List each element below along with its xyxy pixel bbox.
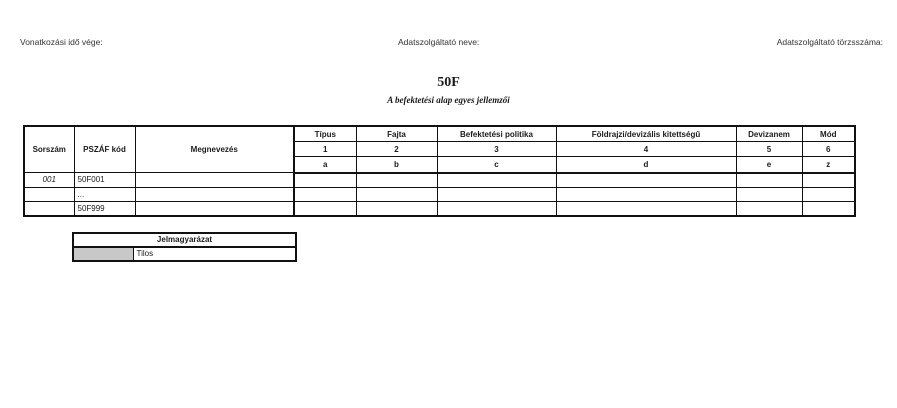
- row-number: [24, 187, 74, 201]
- cell-mod[interactable]: [802, 173, 855, 188]
- col-code: c: [437, 157, 556, 173]
- col-header-label: Mód: [802, 126, 855, 142]
- col-code: e: [736, 157, 802, 173]
- legend-title: Jelmagyarázat: [73, 233, 296, 247]
- provider-id-label: Adatszolgáltató törzsszáma:: [776, 37, 883, 47]
- cell-devizanem[interactable]: [736, 201, 802, 216]
- col-number: 4: [556, 142, 736, 157]
- form-subtitle: A befektetési alap egyes jellemzői: [387, 95, 510, 105]
- col-header-pszaf-kod: PSZÁF kód: [74, 126, 135, 173]
- cell-tipus[interactable]: [294, 187, 356, 201]
- col-header-sorszam: Sorszám: [24, 126, 74, 173]
- col-number: 2: [356, 142, 437, 157]
- col-code: b: [356, 157, 437, 173]
- reporting-period-end-label: Vonatkozási idő vége:: [20, 37, 103, 47]
- col-number: 6: [802, 142, 855, 157]
- col-number: 5: [736, 142, 802, 157]
- cell-fajta[interactable]: [356, 187, 437, 201]
- cell-devizanem[interactable]: [736, 187, 802, 201]
- cell-tipus[interactable]: [294, 173, 356, 188]
- col-code: a: [294, 157, 356, 173]
- legend-table: [72, 232, 297, 262]
- col-header-label: Fajta: [356, 126, 437, 142]
- cell-megnevezes[interactable]: [135, 187, 294, 201]
- cell-mod[interactable]: [802, 187, 855, 201]
- col-number: 3: [437, 142, 556, 157]
- row-number: [24, 201, 74, 216]
- cell-mod[interactable]: [802, 201, 855, 216]
- cell-tipus[interactable]: [294, 201, 356, 216]
- cell-megnevezes[interactable]: [135, 173, 294, 188]
- col-code: z: [802, 157, 855, 173]
- col-header-label: Földrajzi/devizális kitettségű: [556, 126, 736, 142]
- col-header-megnevezes: Megnevezés: [135, 126, 294, 173]
- fund-characteristics-table: [23, 125, 856, 217]
- cell-befektetesi-politika[interactable]: [437, 201, 556, 216]
- cell-kitettseg[interactable]: [556, 201, 736, 216]
- cell-fajta[interactable]: [356, 173, 437, 188]
- row-number: 001: [24, 173, 74, 188]
- row-code: 50F001: [74, 173, 135, 188]
- legend-swatch-forbidden: [73, 247, 133, 261]
- table-row: [24, 187, 855, 201]
- row-code: 50F999: [74, 201, 135, 216]
- cell-devizanem[interactable]: [736, 173, 802, 188]
- cell-befektetesi-politika[interactable]: [437, 173, 556, 188]
- cell-kitettseg[interactable]: [556, 173, 736, 188]
- row-code: ...: [74, 187, 135, 201]
- cell-fajta[interactable]: [356, 201, 437, 216]
- col-header-label: Típus: [294, 126, 356, 142]
- form-code: 50F: [437, 75, 460, 90]
- col-header-label: Devizanem: [736, 126, 802, 142]
- table-row: [24, 201, 855, 216]
- col-code: d: [556, 157, 736, 173]
- legend-label-forbidden: Tilos: [133, 247, 296, 261]
- col-number: 1: [294, 142, 356, 157]
- cell-befektetesi-politika[interactable]: [437, 187, 556, 201]
- provider-name-label: Adatszolgáltató neve:: [398, 37, 480, 47]
- table-row: [24, 173, 855, 188]
- col-header-label: Befektetési politika: [437, 126, 556, 142]
- cell-megnevezes[interactable]: [135, 201, 294, 216]
- cell-kitettseg[interactable]: [556, 187, 736, 201]
